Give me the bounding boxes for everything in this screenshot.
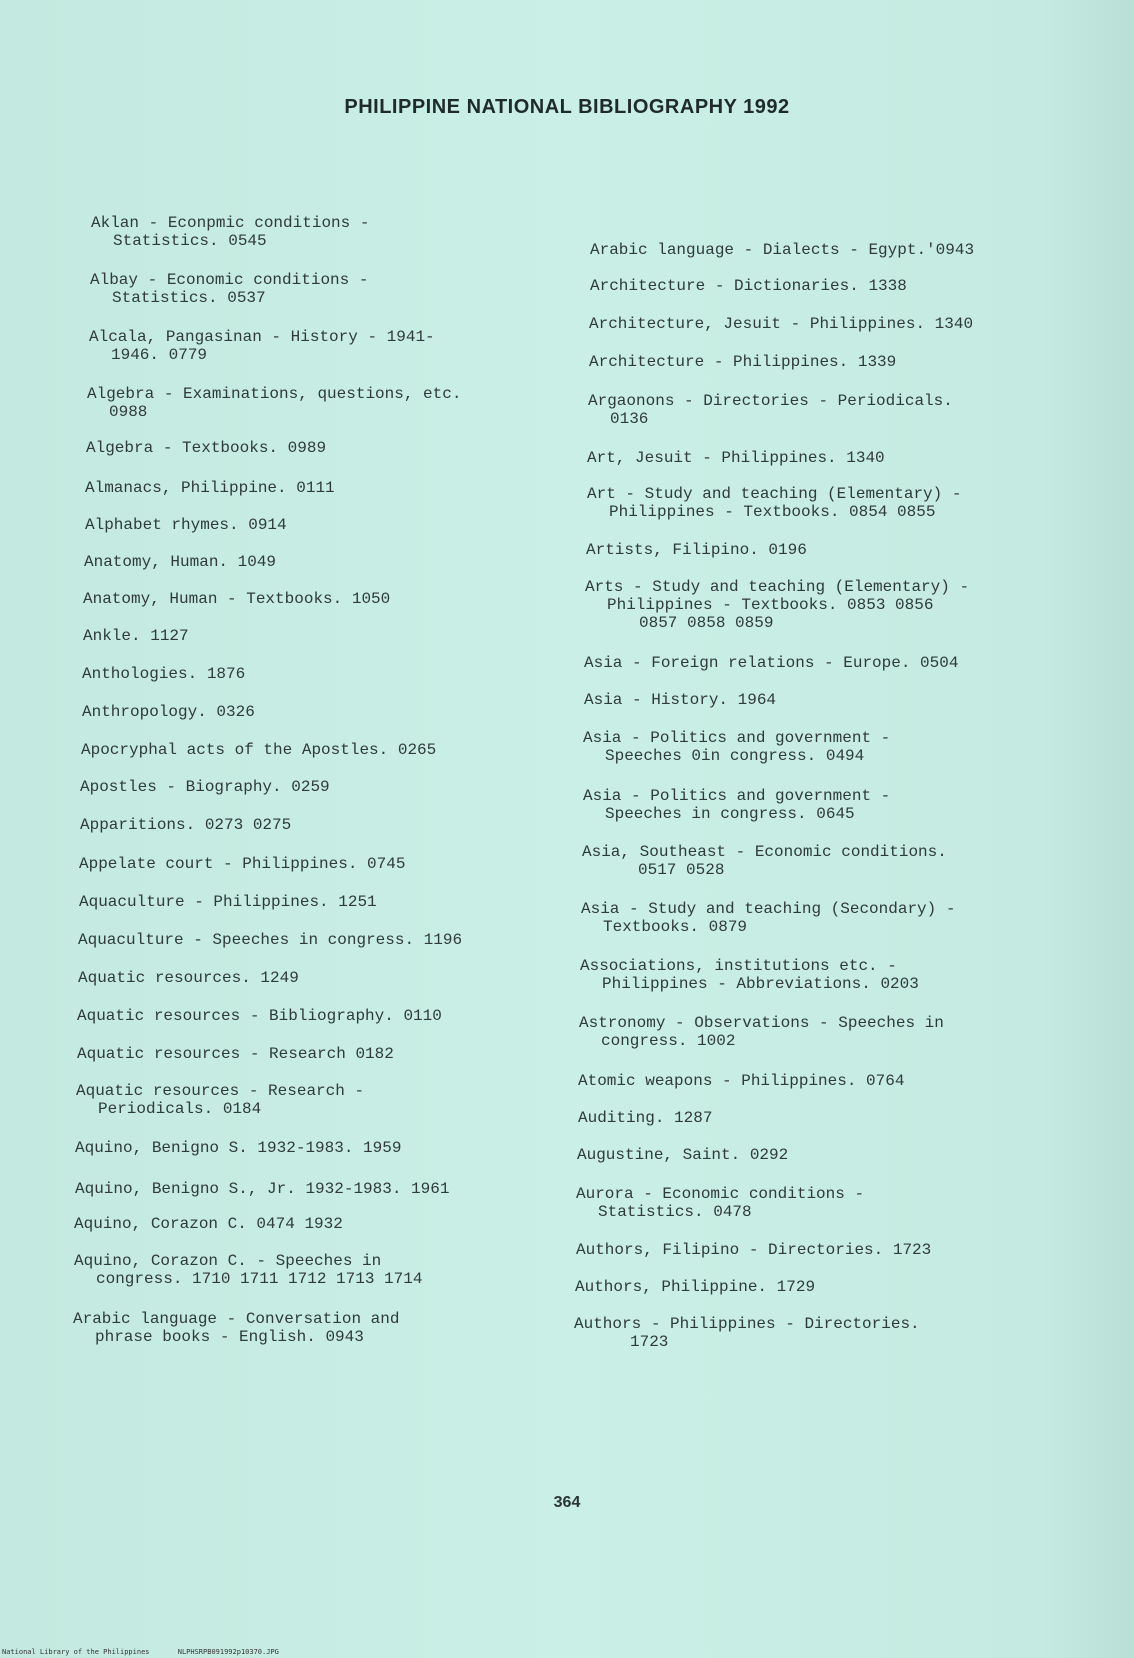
index-entry: Authors, Philippine. 1729 — [575, 1278, 816, 1296]
index-entry: Aklan - Econpmic conditions - Statistics. 0545 — [91, 214, 370, 250]
index-entry: Arts - Study and teaching (Elementary) - Philippines - Textbooks. 0853 0856 0857 0858 0859 — [585, 578, 970, 632]
index-entry: Aquatic resources - Research 0182 — [77, 1045, 394, 1063]
index-entry: Algebra - Textbooks. 0989 — [86, 439, 327, 457]
index-entry: Asia - Foreign relations - Europe. 0504 — [584, 654, 959, 672]
index-entry: Anthologies. 1876 — [82, 665, 246, 683]
index-entry: Apostles - Biography. 0259 — [80, 778, 330, 796]
index-entry: Art, Jesuit - Philippines. 1340 — [587, 449, 885, 467]
index-entry: Appelate court - Philippines. 0745 — [79, 855, 406, 873]
index-entry: Anthropology. 0326 — [82, 703, 255, 721]
index-entry: Apocryphal acts of the Apostles. 0265 — [81, 741, 437, 759]
index-entry: Art - Study and teaching (Elementary) - Philippines - Textbooks. 0854 0855 — [587, 485, 962, 521]
index-entry: Aurora - Economic conditions - Statistics. 0478 — [576, 1185, 865, 1221]
index-entry: Architecture - Philippines. 1339 — [589, 353, 897, 371]
index-entry: Aquaculture - Speeches in congress. 1196 — [78, 931, 463, 949]
index-entry: Aquatic resources - Research - Periodicals. 0184 — [76, 1082, 365, 1118]
library-credit: National Library of the Philippines — [2, 1648, 150, 1656]
file-code: NLPHSRPB091992p10370.JPG — [177, 1648, 279, 1656]
index-entry: Astronomy - Observations - Speeches in congress. 1002 — [579, 1014, 944, 1050]
index-entry: Anatomy, Human. 1049 — [84, 553, 277, 571]
index-entry: Asia - Study and teaching (Secondary) - Textbooks. 0879 — [581, 900, 956, 936]
index-entry: Apparitions. 0273 0275 — [80, 816, 292, 834]
index-entry: Authors - Philippines - Directories. 1723 — [574, 1315, 920, 1351]
index-entry: Aquino, Benigno S., Jr. 1932-1983. 1961 — [75, 1180, 450, 1198]
index-entry: Asia - Politics and government - Speeches in congress. 0645 — [583, 787, 891, 823]
index-entry: Anatomy, Human - Textbooks. 1050 — [83, 590, 391, 608]
index-entry: Architecture, Jesuit - Philippines. 1340 — [589, 315, 974, 333]
index-entry: Asia - Politics and government - Speeches 0in congress. 0494 — [583, 729, 891, 765]
index-entry: Atomic weapons - Philippines. 0764 — [578, 1072, 905, 1090]
index-entry: Ankle. 1127 — [83, 627, 189, 645]
index-entry: Arabic language - Dialects - Egypt.'0943 — [590, 241, 975, 259]
page-number: 364 — [553, 1494, 581, 1511]
index-entry: Arabic language - Conversation and phrase books - English. 0943 — [73, 1310, 400, 1346]
index-entry: Artists, Filipino. 0196 — [586, 541, 807, 559]
index-entry: Argaonons - Directories - Periodicals. 0136 — [588, 392, 953, 428]
index-entry: Aquino, Corazon C. - Speeches in congress. 1710 1711 1712 1713 1714 — [74, 1252, 423, 1288]
index-entry: Alphabet rhymes. 0914 — [85, 516, 287, 534]
index-entry: Albay - Economic conditions - Statistics. 0537 — [90, 271, 369, 307]
index-entry: Augustine, Saint. 0292 — [577, 1146, 789, 1164]
index-entry: Aquino, Benigno S. 1932-1983. 1959 — [75, 1139, 402, 1157]
index-entry: Almanacs, Philippine. 0111 — [85, 479, 335, 497]
index-entry: Asia, Southeast - Economic conditions. 0517 0528 — [582, 843, 947, 879]
scan-footer — [2, 1648, 303, 1656]
index-entry: Authors, Filipino - Directories. 1723 — [576, 1241, 932, 1259]
index-entry: Associations, institutions etc. - Philippines - Abbreviations. 0203 — [580, 957, 919, 993]
index-entry: Aquaculture - Philippines. 1251 — [79, 893, 377, 911]
index-entry: Aquino, Corazon C. 0474 1932 — [74, 1215, 343, 1233]
index-entry: Architecture - Dictionaries. 1338 — [590, 277, 907, 295]
index-entry: Alcala, Pangasinan - History - 1941- 1946. 0779 — [89, 328, 435, 364]
index-entry: Auditing. 1287 — [578, 1109, 713, 1127]
index-entry: Algebra - Examinations, questions, etc. 0988 — [87, 385, 462, 421]
index-entry: Aquatic resources. 1249 — [78, 969, 299, 987]
index-entry: Asia - History. 1964 — [584, 691, 777, 709]
page-title: PHILIPPINE NATIONAL BIBLIOGRAPHY 1992 — [344, 96, 790, 118]
index-entry: Aquatic resources - Bibliography. 0110 — [77, 1007, 442, 1025]
